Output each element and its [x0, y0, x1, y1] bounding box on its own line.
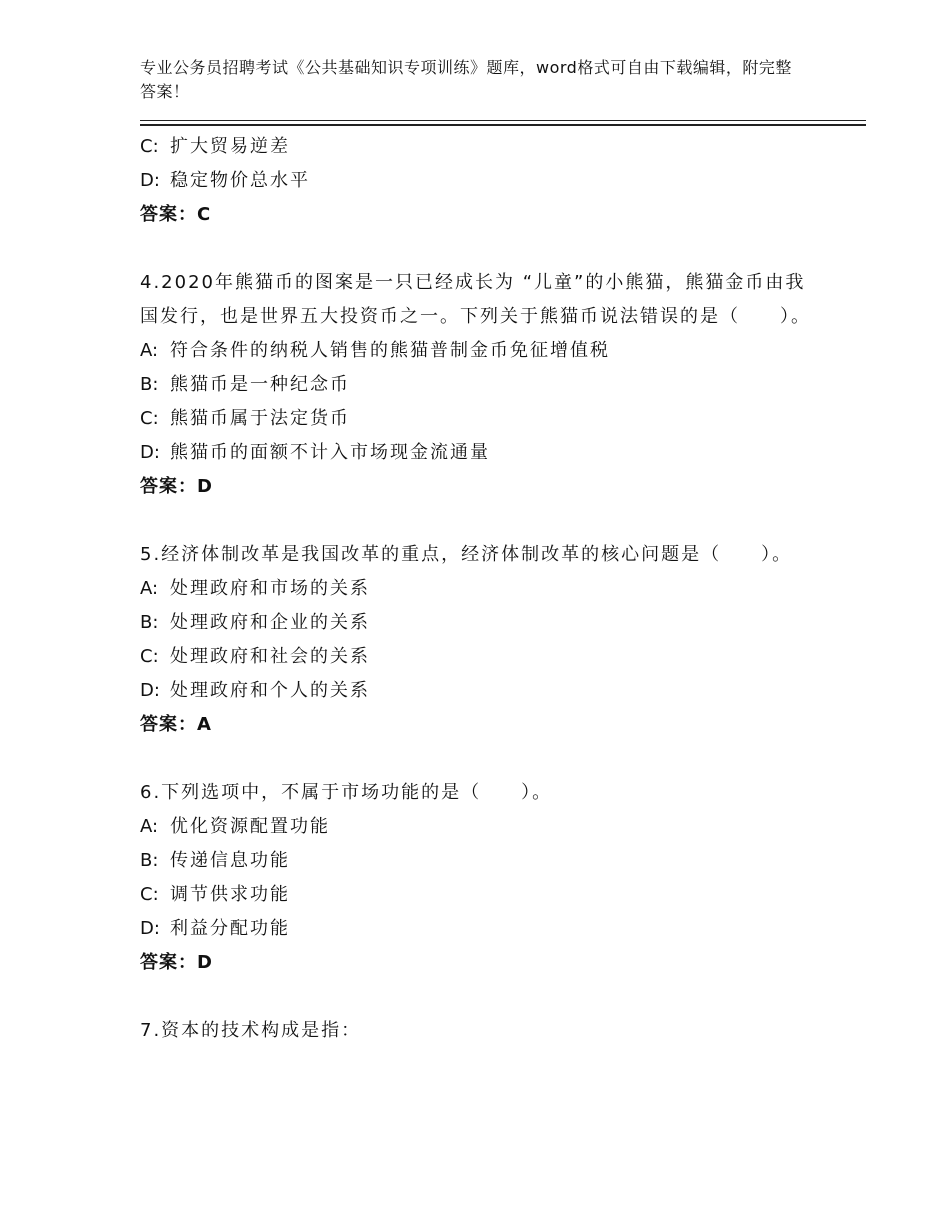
question-6	[140, 776, 820, 980]
option-d: D: 处理政府和个人的关系	[140, 680, 370, 701]
answer-label: 答案：C	[140, 204, 212, 225]
header-divider-thick	[140, 124, 866, 126]
option-a: A: 优化资源配置功能	[140, 816, 330, 837]
question-stem: 6.下列选项中，不属于市场功能的是（ ）。	[140, 782, 553, 803]
question-stem: 4.2020年熊猫币的图案是一只已经成长为 “儿童”的小熊猫，熊猫金币由我国发行，也是世界五大投资币之一。下列关于熊猫币说法错误的是（ ）。	[140, 272, 811, 327]
option-d: D: 利益分配功能	[140, 918, 290, 939]
question-4	[140, 266, 820, 504]
option-a: A: 处理政府和市场的关系	[140, 578, 370, 599]
option-c: C: 处理政府和社会的关系	[140, 646, 370, 667]
prev-question-block	[140, 130, 820, 232]
question-7	[140, 1014, 820, 1048]
option-b: B: 处理政府和企业的关系	[140, 612, 370, 633]
question-stem: 7.资本的技术构成是指：	[140, 1020, 362, 1041]
question-list	[140, 130, 820, 1048]
option-d: D: 熊猫币的面额不计入市场现金流通量	[140, 442, 490, 463]
header-divider-thin	[140, 120, 866, 121]
header-text: 专业公务员招聘考试《公共基础知识专项训练》题库，word格式可自由下载编辑，附完整答案！	[140, 58, 792, 101]
option-a: A: 符合条件的纳税人销售的熊猫普制金币免征增值税	[140, 340, 610, 361]
option-b: B: 熊猫币是一种纪念币	[140, 374, 350, 395]
answer-label: 答案：D	[140, 476, 213, 497]
answer-label: 答案：A	[140, 714, 212, 735]
option-c: C: 调节供求功能	[140, 884, 290, 905]
question-stem: 5.经济体制改革是我国改革的重点，经济体制改革的核心问题是（ ）。	[140, 544, 793, 565]
option-c: C: 扩大贸易逆差	[140, 136, 290, 157]
answer-label: 答案：D	[140, 952, 213, 973]
page-header	[140, 56, 800, 104]
option-d: D: 稳定物价总水平	[140, 170, 310, 191]
question-5	[140, 538, 820, 742]
option-b: B: 传递信息功能	[140, 850, 290, 871]
option-c: C: 熊猫币属于法定货币	[140, 408, 350, 429]
